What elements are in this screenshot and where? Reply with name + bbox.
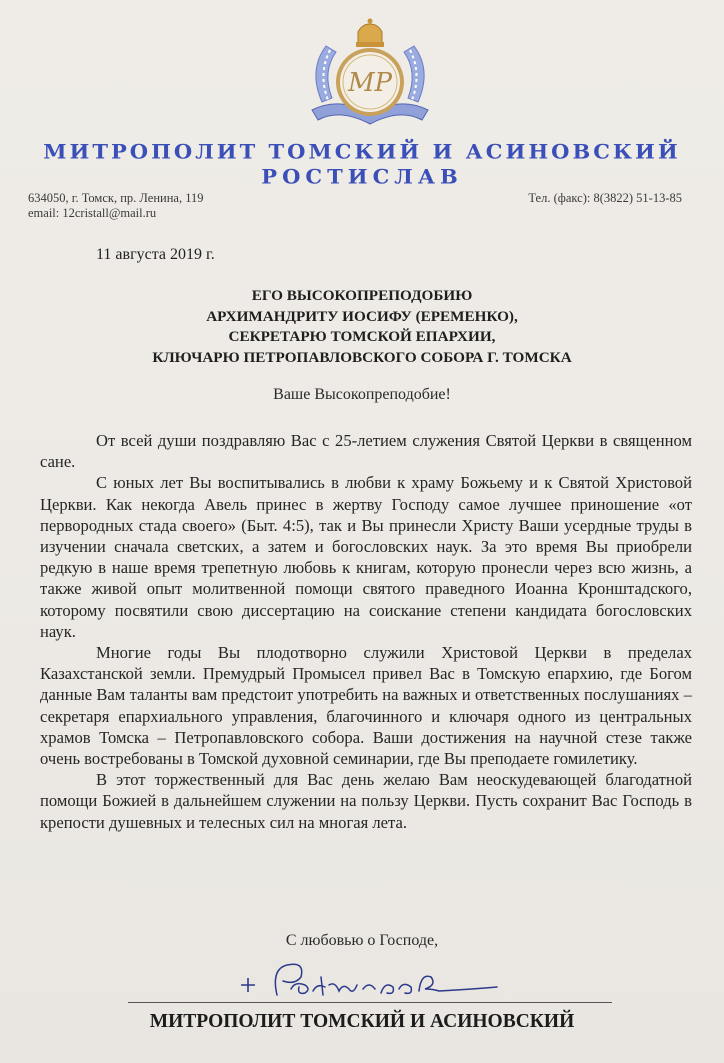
letterhead-title: МИТРОПОЛИТ ТОМСКИЙ И АСИНОВСКИЙ [43, 139, 681, 164]
addressee-line: КЛЮЧАРЮ ПЕТРОПАВЛОВСКОГО СОБОРА Г. ТОМСКА [152, 348, 572, 366]
letterhead-address: 634050, г. Томск, пр. Ленина, 119 [28, 191, 204, 205]
signature-line [128, 1002, 612, 1003]
letterhead-email: email: 12cristall@mail.ru [28, 206, 157, 220]
addressee-block [0, 286, 724, 368]
body-paragraph: С юных лет Вы воспитывались в любви к храму Божьему и к Святой Христовой Церкви. Как некогда Авель принес в жертву Господу самое лучшее приношение «от первородных стада своего» (Быт. 4:5), так и Вы принесли Христу Ваши усердные труды в изучении сначала светских, а затем и богословских наук. За это время Вы приобрели редкую в наше время трепетную любовь к книгам, которую пронесли через всю жизнь, а также живой опыт молитвенной помощи святого праведного Иоанна Кронштадского, которому посвятили свою диссертацию на соискание степени кандидата богословских наук. [40, 473, 692, 641]
letterhead-phone: Тел. (факс): 8(3822) 51-13-85 [528, 191, 682, 205]
handwritten-signature [235, 955, 505, 1005]
signatory-title: МИТРОПОЛИТ ТОМСКИЙ И АСИНОВСКИЙ [149, 1011, 575, 1032]
body-paragraph: От всей души поздравляю Вас с 25-летием служения Святой Церкви в священном сане. [40, 431, 692, 472]
addressee-line: ЕГО ВЫСОКОПРЕПОДОБИЮ [251, 287, 473, 304]
closing-phrase: С любовью о Господе, [285, 932, 439, 949]
letter-body [40, 430, 692, 833]
salutation: Ваше Высокопреподобие! [273, 386, 451, 403]
body-paragraph: В этот торжественный для Вас день желаю Вам неоскудевающей благодатной помощи Божией в дальнейшем служении на пользу Церкви. Пусть сохранит Вас Господь в крепости душевных и телесных сил на многая лета. [40, 770, 692, 832]
emblem-crest-icon [300, 10, 440, 128]
addressee-line: СЕКРЕТАРЮ ТОМСКОЙ ЕПАРХИИ, [228, 328, 496, 345]
emblem-monogram: МР [347, 68, 393, 98]
letterhead-name: РОСТИСЛАВ [261, 164, 463, 189]
addressee-line: АРХИМАНДРИТУ ИОСИФУ (ЕРЕМЕНКО), [206, 307, 518, 325]
letter-date: 11 августа 2019 г. [96, 246, 215, 263]
body-paragraph: Многие годы Вы плодотворно служили Христовой Церкви в пределах Казахстанской земли. Премудрый Промысел привел Вас в Томскую епархию, где Богом данные Вам таланты вам предстоит употребить на важных и ответственных послушаниях – секретаря епархиального управления, благочинного и ключаря одного из центральных храмов Томска – Петропавловского собора. Ваши достижения на научной стезе также очень востребованы в Томской духовной семинарии, где Вы преподаете гомилетику. [40, 643, 692, 769]
